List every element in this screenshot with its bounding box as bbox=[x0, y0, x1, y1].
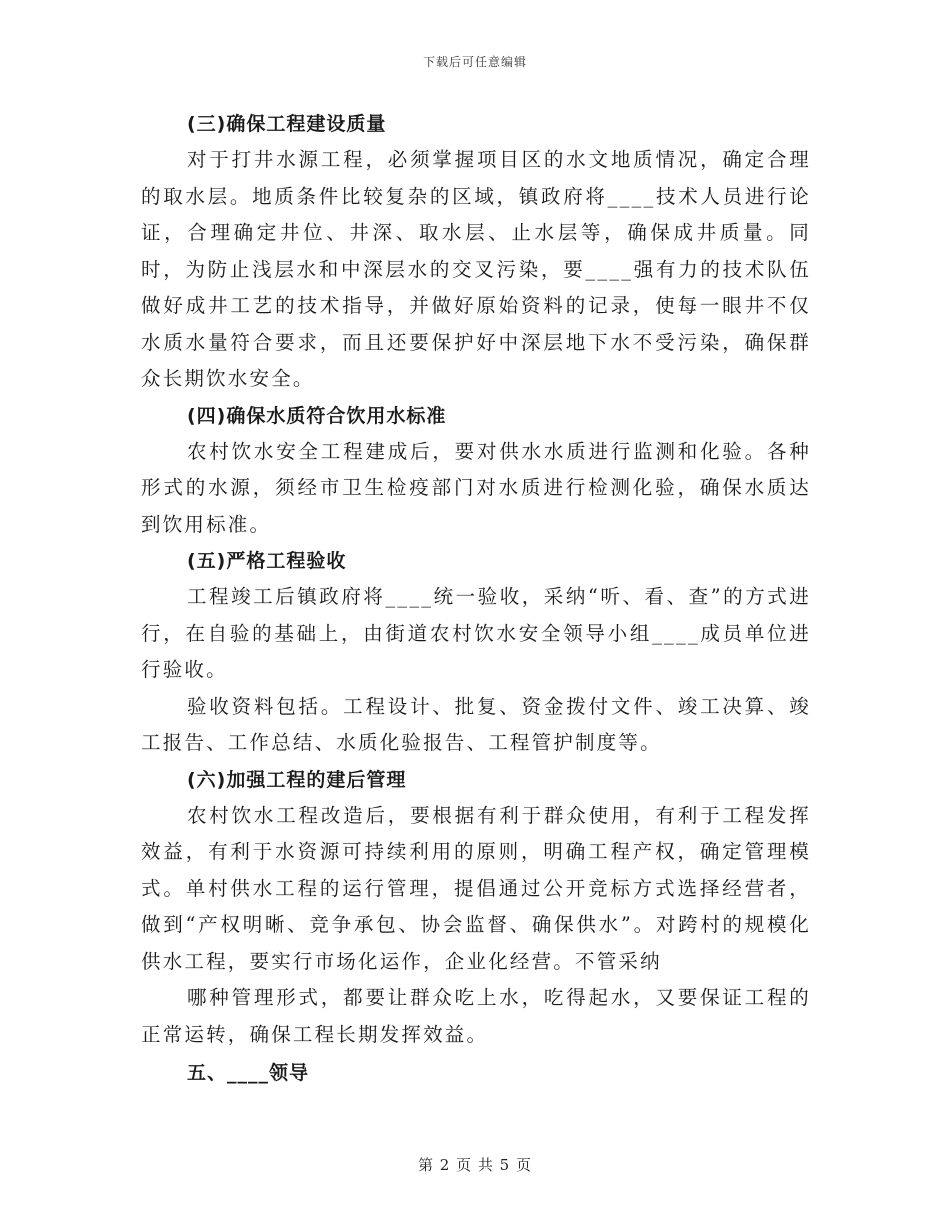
paragraph-4-1: 农村饮水安全工程建成后，要对供水水质进行监测和化验。各种形式的水源，须经市卫生检疫部门对水质进行检测化验，确保水质达到饮用标准。 bbox=[141, 439, 811, 536]
page-number: 第 2 页 共 5 页 bbox=[418, 1156, 532, 1174]
section-heading-3: (三)确保工程建设质量 bbox=[187, 113, 387, 135]
section-heading-5: (五)严格工程验收 bbox=[187, 550, 347, 572]
header-note: 下载后可任意编辑 bbox=[422, 55, 527, 69]
paragraph-3-1: 对于打井水源工程，必须掌握项目区的水文地质情况，确定合理的取水层。地质条件比较复杂的区域，镇政府将____技术人员进行论证，合理确定井位、井深、取水层、止水层等，确保成井质量。同时，为防止浅层水和中深层水的交叉污染，要____强有力的技术队伍做好成井工艺的技术指导，并做好原始资料的记录，使每一眼井不仅水质水量符合要求，而且还要保护好中深层地下水不受污染，确保群众长期饮水安全。 bbox=[141, 148, 811, 390]
section-heading-4: (四)确保水质符合饮用水标准 bbox=[187, 404, 447, 427]
paragraph-6-2: 哪种管理形式，都要让群众吃上水，吃得起水，又要保证工程的正常运转，确保工程长期发挥效益。 bbox=[141, 986, 811, 1046]
document-body bbox=[141, 106, 811, 1091]
section-heading-6: (六)加强工程的建后管理 bbox=[187, 768, 407, 791]
section-heading-leadership: 五、____领导 bbox=[187, 1062, 310, 1084]
paragraph-6-1: 农村饮水工程改造后，要根据有利于群众使用，有利于工程发挥效益，有利于水资源可持续利用的原则，明确工程产权，确定管理模式。单村供水工程的运行管理，提倡通过公开竞标方式选择经营者，做到“产权明晰、竞争承包、协会监督、确保供水”。对跨村的规模化供水工程，要实行市场化运作，企业化经营。不管采纳 bbox=[141, 803, 811, 973]
paragraph-5-1: 工程竣工后镇政府将____统一验收，采纳“听、看、查”的方式进行，在自验的基础上，由街道农村饮水安全领导小组____成员单位进行验收。 bbox=[141, 585, 811, 681]
paragraph-5-2: 验收资料包括。工程设计、批复、资金拨付文件、竣工决算、竣工报告、工作总结、水质化验报告、工程管护制度等。 bbox=[141, 694, 811, 754]
